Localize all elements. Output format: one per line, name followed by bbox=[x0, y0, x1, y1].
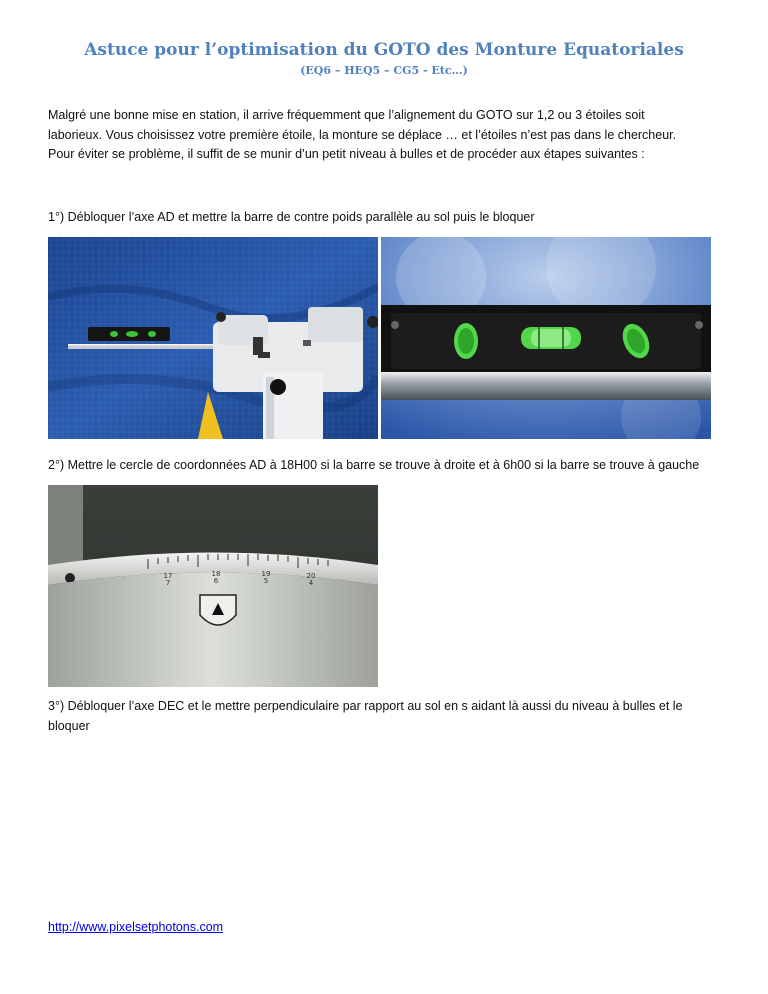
intro-line-2: laborieux. Vous choisissez votre première étoile, la monture se déplace … et l’étoiles n’est pas dans le chercheur. bbox=[48, 127, 677, 142]
intro-line-1: Malgré une bonne mise en station, il arrive fréquemment que l’alignement du GOTO sur 1,2 ou 3 étoiles soit bbox=[48, 108, 645, 122]
footer-website-link[interactable]: http://www.pixelsetphotons.com bbox=[48, 920, 224, 934]
dial-sub-number-6: 6 bbox=[213, 577, 219, 585]
dial-number-19: 19 bbox=[261, 570, 271, 578]
intro-paragraph bbox=[48, 106, 728, 165]
dial-number-20: 20 bbox=[306, 572, 316, 580]
document-subtitle: (EQ6 – HEQ5 – CG5 - Etc…) bbox=[300, 64, 468, 77]
dial-sub-number-5: 5 bbox=[263, 577, 269, 585]
photo-level-closeup bbox=[381, 237, 711, 439]
dial-number-17: 17 bbox=[163, 572, 173, 580]
photo-coordinate-circle bbox=[48, 485, 378, 687]
step-3-line-2: bloquer bbox=[48, 718, 90, 733]
step-2-text bbox=[48, 456, 728, 476]
document-title: Astuce pour l’optimisation du GOTO des Monture Equatoriales bbox=[84, 40, 684, 60]
step-2-line: 2°) Mettre le cercle de coordonnées AD à 18H00 si la barre se trouve à droite et à 6h00 si la barre se trouve à gauche bbox=[48, 458, 700, 472]
dial-sub-number-4: 4 bbox=[308, 579, 314, 587]
step-1-line: 1°) Débloquer l’axe AD et mettre la barre de contre poids parallèle au sol puis le bloquer bbox=[48, 210, 535, 224]
step-1-text bbox=[48, 208, 728, 228]
step-3-line-1: 3°) Débloquer l’axe DEC et le mettre perpendiculaire par rapport au sol en s aidant là aussi du niveau à bulles et le bbox=[48, 699, 683, 713]
dial-number-18: 18 bbox=[211, 570, 221, 578]
step-3-text bbox=[48, 697, 728, 736]
photo-mount-level bbox=[48, 237, 378, 439]
dial-sub-number-7: 7 bbox=[165, 579, 171, 587]
intro-line-3: Pour éviter se problème, il suffit de se munir d’un petit niveau à bulles et de procéder aux étapes suivantes : bbox=[48, 147, 645, 161]
